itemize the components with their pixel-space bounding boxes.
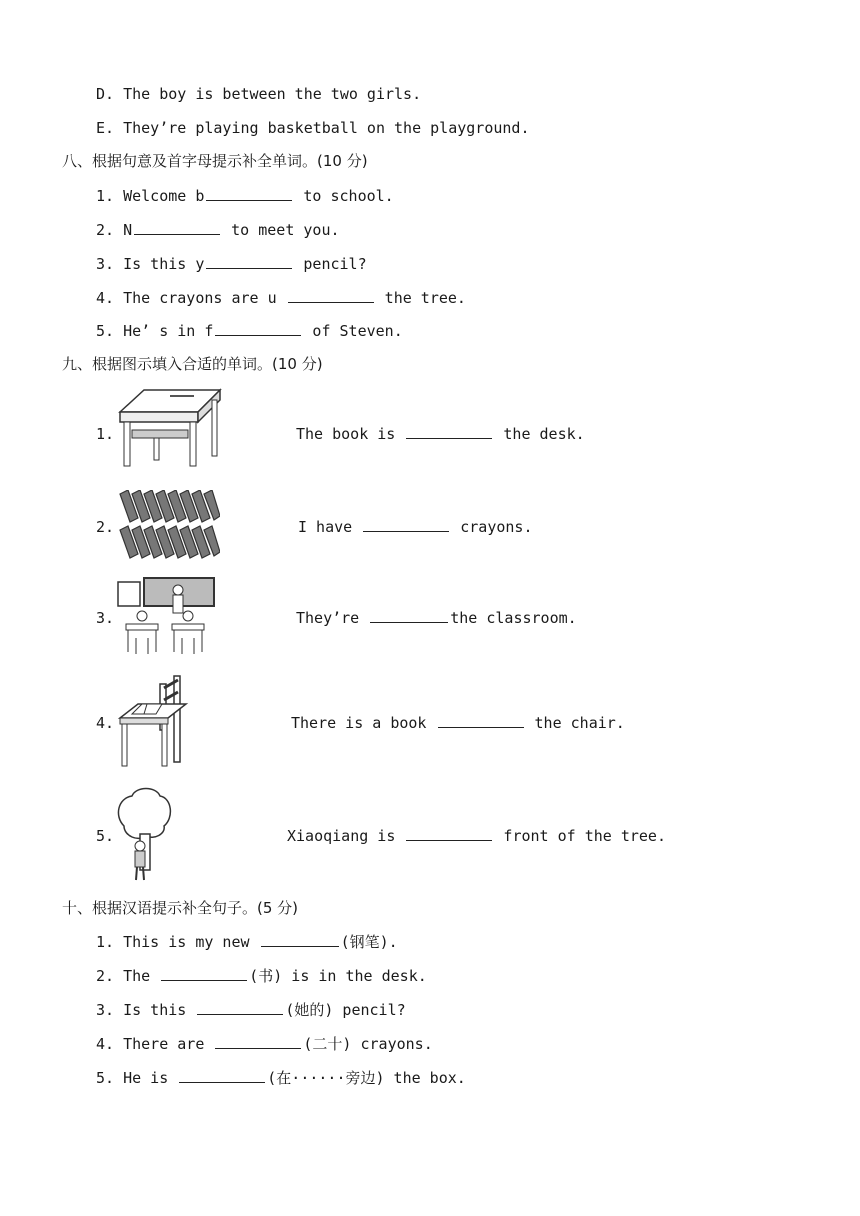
question-text: of Steven. [303, 322, 403, 340]
s10-question-1 [96, 932, 398, 952]
s10-question-2 [96, 966, 427, 986]
section-10-title: 十、根据汉语提示补全句子。(5 分) [62, 899, 299, 917]
answer-blank[interactable] [370, 608, 448, 623]
question-text: to school. [294, 187, 394, 205]
classroom-icon [116, 576, 216, 656]
answer-blank[interactable] [179, 1068, 265, 1083]
s10-question-3 [96, 1000, 406, 1020]
question-text: 3. Is this y [96, 255, 205, 273]
question-text: pencil? [294, 255, 367, 273]
answer-blank[interactable] [215, 1034, 301, 1049]
answer-blank[interactable] [206, 186, 292, 201]
question-text: to meet you. [222, 221, 340, 239]
tree-boy-icon [114, 786, 174, 884]
s10-question-4 [96, 1034, 433, 1054]
s8-question-1 [96, 186, 394, 206]
s8-question-2 [96, 220, 340, 240]
question-text: 5. He is [96, 1069, 178, 1087]
question-text: They’re [296, 609, 369, 627]
question-text: I have [298, 518, 362, 536]
question-text: 2. N [96, 221, 133, 239]
question-text: the classroom. [450, 609, 577, 627]
section-9-title: 九、根据图示填入合适的单词。(10 分) [62, 355, 323, 373]
question-text: There is a book [291, 714, 436, 732]
answer-blank[interactable] [161, 966, 247, 981]
s8-question-4 [96, 288, 466, 308]
option-e: E. They’re playing basketball on the playground. [96, 119, 530, 137]
s8-question-5 [96, 321, 403, 341]
question-text: (二十) crayons. [303, 1035, 433, 1053]
answer-blank[interactable] [406, 424, 492, 439]
question-text: The book is [296, 425, 405, 443]
question-text: 4. There are [96, 1035, 214, 1053]
s9-number-1: 1. [96, 425, 115, 443]
question-text: front of the tree. [494, 827, 666, 845]
question-text: 3. Is this [96, 1001, 196, 1019]
question-text: the desk. [494, 425, 585, 443]
question-text: 2. The [96, 967, 160, 985]
answer-blank[interactable] [363, 517, 449, 532]
answer-blank[interactable] [134, 220, 220, 235]
question-text: (书) is in the desk. [249, 967, 427, 985]
question-text: crayons. [451, 518, 533, 536]
question-text: 5. He’ s in f [96, 322, 214, 340]
answer-blank[interactable] [406, 826, 492, 841]
question-text: 1. Welcome b [96, 187, 205, 205]
option-d: D. The boy is between the two girls. [96, 85, 422, 103]
s9-sentence-2 [298, 517, 533, 536]
section-8-title: 八、根据句意及首字母提示补全单词。(10 分) [62, 152, 368, 170]
question-text: the chair. [525, 714, 625, 732]
s8-question-3 [96, 254, 367, 274]
answer-blank[interactable] [197, 1000, 283, 1015]
question-text: Xiaoqiang is [287, 827, 405, 845]
crayons-icon [116, 490, 220, 560]
s9-number-4: 4. [96, 714, 115, 732]
answer-blank[interactable] [288, 288, 374, 303]
s9-sentence-3 [296, 608, 577, 627]
s9-sentence-5 [287, 826, 666, 845]
question-text: 4. The crayons are u [96, 289, 286, 307]
chair-book-icon [116, 674, 194, 770]
s9-sentence-1 [296, 424, 585, 443]
s9-number-2: 2. [96, 518, 115, 536]
answer-blank[interactable] [206, 254, 292, 269]
s9-number-3: 3. [96, 609, 115, 627]
s9-number-5: 5. [96, 827, 115, 845]
question-text: (钢笔). [340, 933, 398, 951]
question-text: (她的) pencil? [285, 1001, 406, 1019]
answer-blank[interactable] [261, 932, 339, 947]
s9-sentence-4 [291, 713, 625, 732]
desk-icon [114, 386, 224, 470]
s10-question-5 [96, 1068, 466, 1088]
answer-blank[interactable] [215, 321, 301, 336]
question-text: (在······旁边) the box. [267, 1069, 466, 1087]
answer-blank[interactable] [438, 713, 524, 728]
question-text: 1. This is my new [96, 933, 259, 951]
question-text: the tree. [375, 289, 466, 307]
